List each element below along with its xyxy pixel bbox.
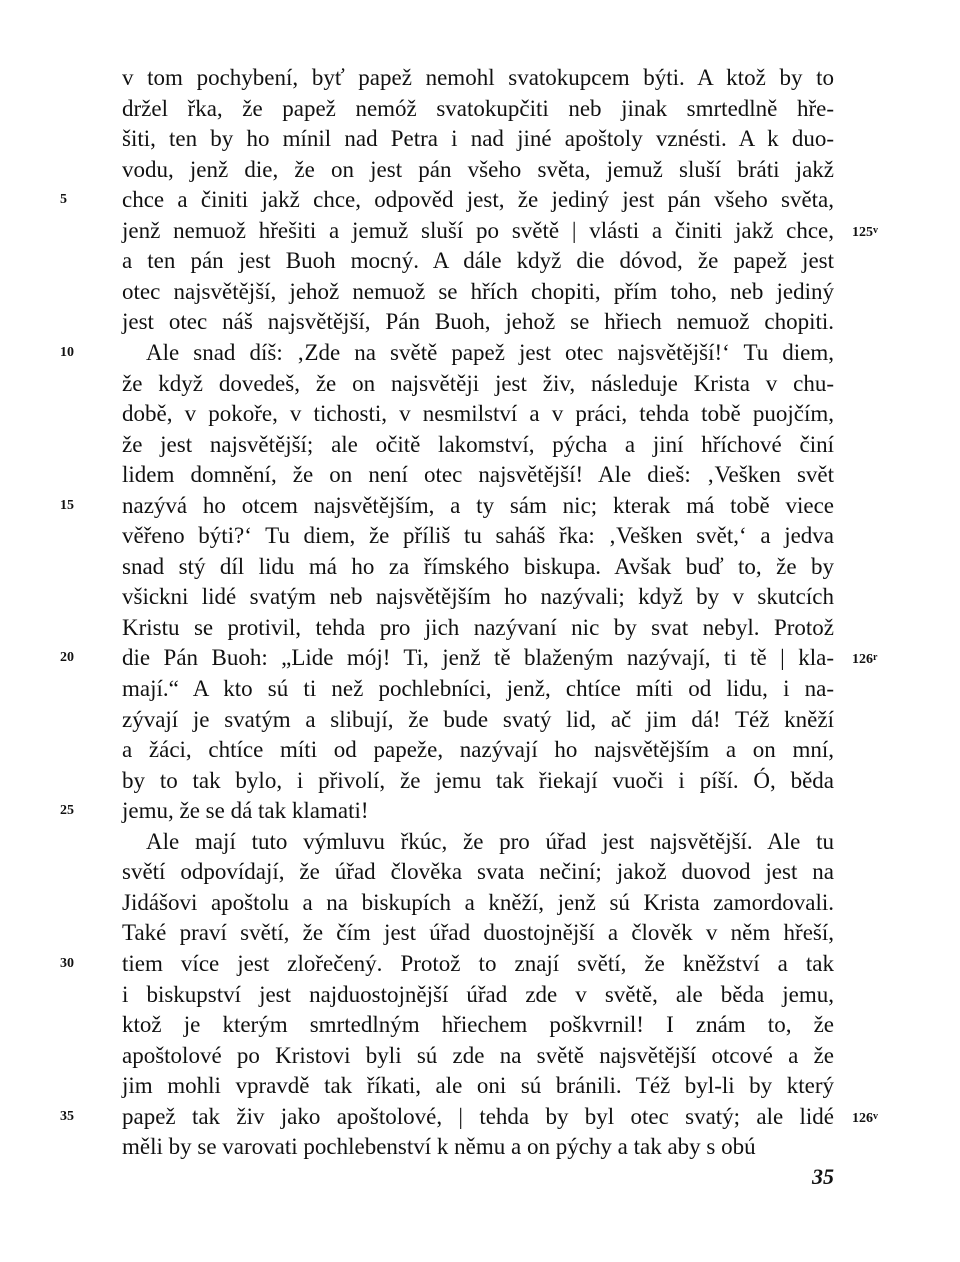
text-line: papež tak živ jako apoštolové, | tehda by byl otec svatý; ale lidé — [122, 1103, 834, 1129]
line-number: 30 — [60, 955, 74, 971]
text-line: Jidášovi apoštolu a na biskupích a kněží, jenž sú Krista zamordovali. — [122, 889, 834, 915]
text-line: i biskupství jest najduostojnější úřad zde v světě, ale běda jemu, — [122, 981, 834, 1007]
text-line: jest otec náš najsvětější, Pán Buoh, jehož se hřiech nemuož chopiti. — [122, 309, 834, 335]
text-line: tiem více jest zlořečený. Protož to znají světí, že kněžství a tak — [122, 950, 834, 976]
folio-side: v — [873, 224, 878, 236]
folio-marker — [852, 216, 912, 246]
text-line: ktož je kterým smrtedlným hřiechem poškvrnil! I znám to, že — [122, 1012, 834, 1038]
text-line: nazývá ho otcem najsvětějším, a ty sám nic; kterak má tobě viece — [122, 492, 834, 518]
text-line: by to tak bylo, i přivolí, že jemu tak řiekají vuoči i píší. Ó, běda — [122, 767, 834, 793]
text-line: zývají je svatým a slibují, že bude svatý lid, ač jim dá! Též kněží — [122, 706, 834, 732]
text-line: a ten pán jest Buoh mocný. A dále když die dóvod, že papež jest — [122, 248, 834, 274]
text-line: jemu, že se dá tak klamati! — [122, 798, 369, 824]
text-line: v tom pochybení, byť papež nemohl svatokupcem býti. A ktož by to — [122, 65, 834, 90]
text-line: šiti, ten by ho mínil nad Petra i nad jiné apoštoly vznésti. A k duo- — [122, 126, 834, 152]
text-line: Ale snad díš: ‚Zde na světě papež jest otec najsvětější!‘ Tu diem, — [146, 339, 834, 365]
text-line: die Pán Buoh: „Lide mój! Ti, jenž tě blaženým nazývají, ti tě | kla- — [122, 645, 834, 671]
line-number: 25 — [60, 803, 74, 819]
text-line: všickni lidé svatým neb najsvětějším ho nazývali; když by v skutcích — [122, 584, 834, 610]
text-line: vodu, jenž die, že on jest pán všeho světa, jemuž sluší bráti jakž — [122, 156, 834, 182]
folio-marker — [852, 643, 912, 673]
line-number: 5 — [60, 192, 67, 208]
text-line: Ale mají tuto výmluvu řkúc, že pro úřad jest najsvětější. Ale tu — [146, 828, 834, 854]
line-number: 15 — [60, 497, 74, 513]
folio-number: 126 — [852, 1110, 873, 1126]
text-line: Kristu se protivil, tehda pro jich nazývaní nic by svat nebyl. Protož — [122, 614, 834, 640]
text-line: mají.“ A kto sú ti než pochlebníci, jenž, chtíce míti od lidu, i na- — [122, 676, 834, 701]
folio-number: 125 — [852, 224, 873, 240]
folio-number: 126 — [852, 652, 873, 668]
folio-side: r — [873, 652, 878, 664]
text-line: chce a činiti jakž chce, odpověd jest, že jediný jest pán všeho světa, — [122, 187, 834, 213]
line-number: 10 — [60, 344, 74, 360]
text-line: apoštolové po Kristovi byli sú zde na světě najsvětější otcové a že — [122, 1042, 834, 1068]
text-line: Také praví světí, že čím jest úřad duostojnější a člověk v něm hřeší, — [122, 920, 834, 946]
page-number: 35 — [812, 1164, 834, 1189]
folio-marker — [852, 1102, 912, 1132]
text-line: době, v pokoře, v tichosti, v nesmilství a v práci, tehda tobě puojčím, — [122, 401, 834, 427]
folio-side: v — [873, 1110, 878, 1122]
text-line: věřeno býti?‘ Tu diem, že příliš tu saháš řka: ‚Vešken svět,‘ a jedva — [122, 523, 834, 549]
text-line: lidem domnění, že on není otec najsvětější! Ale dieš: ‚Vešken svět — [122, 462, 834, 488]
text-line: měli by se varovati pochlebenství k němu a on pýchy a tak aby s obú — [122, 1134, 756, 1160]
text-line: jim mohli vpravdě tak říkati, ale oni sú bránili. Též byl-li by který — [122, 1073, 834, 1099]
text-line: držel řka, že papež nemóž svatokupčiti neb jinak smrtedlně hře- — [122, 95, 834, 121]
text-line: snad stý díl lidu má ho za římského biskupa. Avšak buď to, že by — [122, 553, 834, 579]
line-number: 35 — [60, 1108, 74, 1124]
text-line: že jest najsvětější; ale očitě lakomství, pýcha a jiní hříchové činí — [122, 431, 834, 457]
text-line: otec najsvětější, jehož nemuož se hřích chopiti, přím toho, neb jediný — [122, 278, 834, 304]
text-line: světí odpovídají, že úřad člověka svata nečiní; jakož duovod jest na — [122, 859, 834, 885]
text-line: a žáci, chtíce míti od papeže, nazývají ho najsvětějším a on mní, — [122, 737, 834, 763]
line-number: 20 — [60, 650, 74, 666]
text-line: jenž nemuož hřešiti a jemuž sluší po světě | vlásti a činiti jakž chce, — [122, 217, 834, 243]
text-line: že když dovedeš, že on najsvětěji jest živ, následuje Krista v chu- — [122, 370, 834, 396]
